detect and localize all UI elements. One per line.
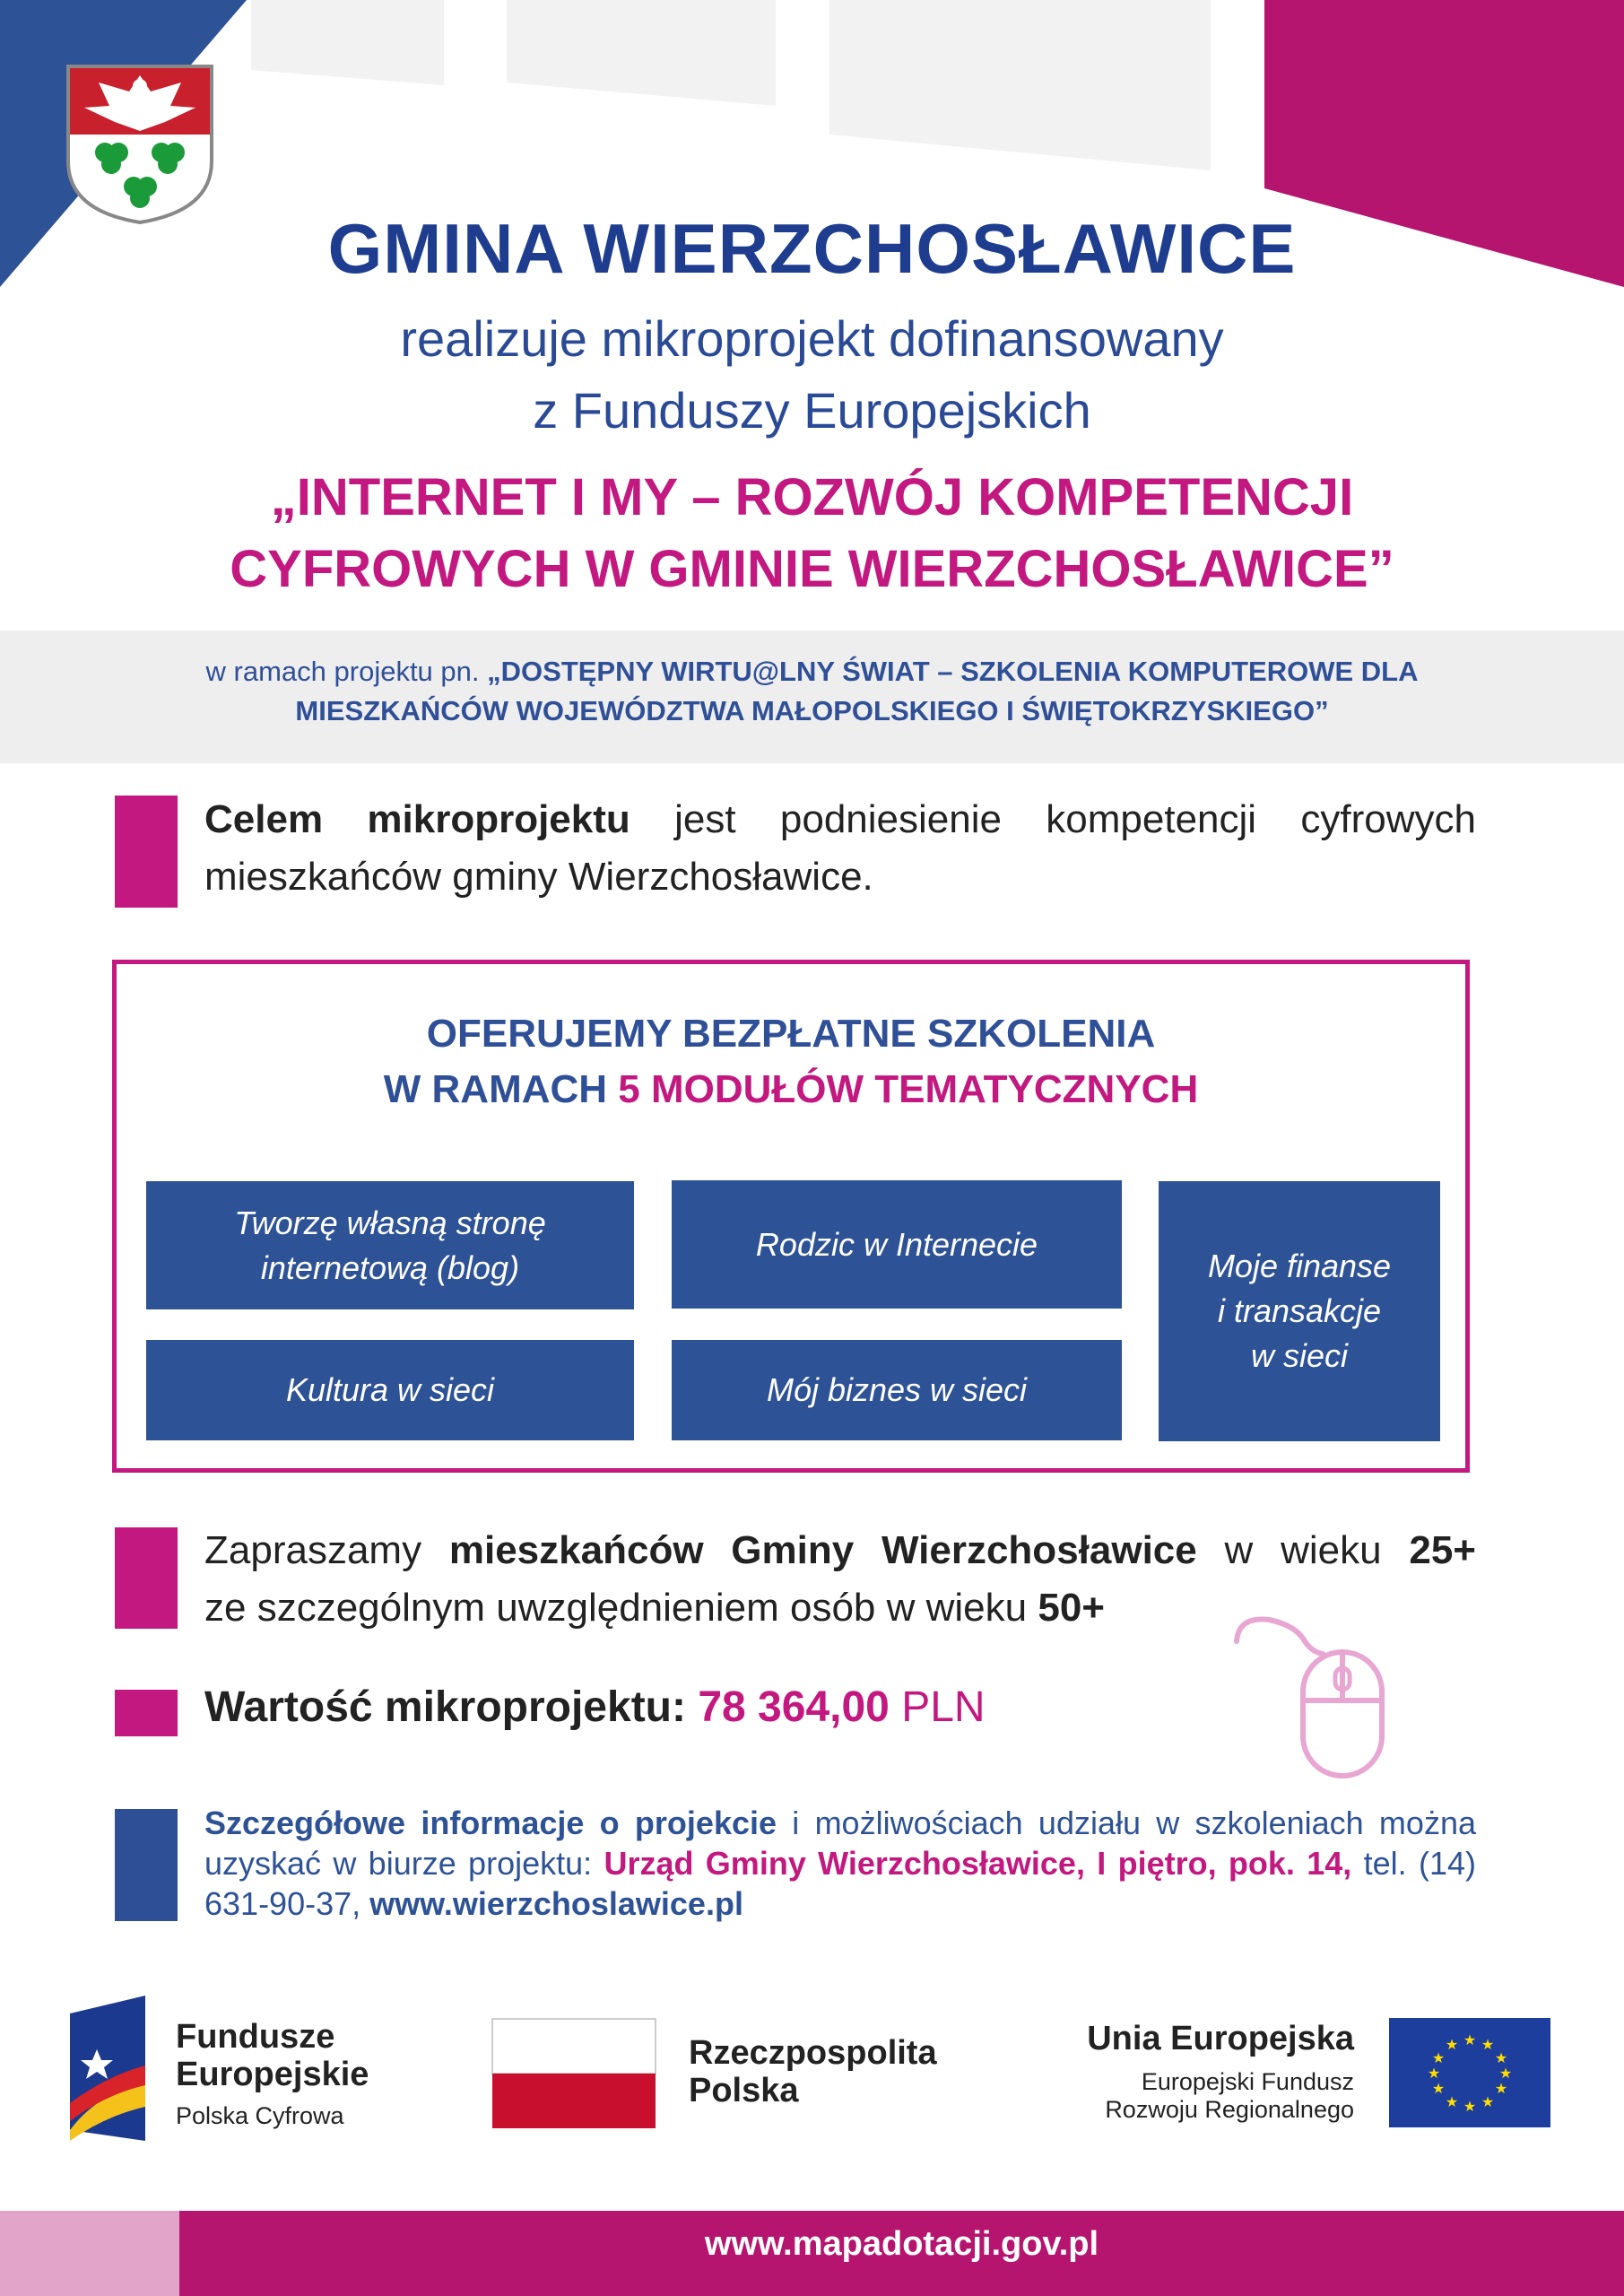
goal-text: jest podniesienie kompetencji cyfrowych mieszkańców gminy Wierzchosławice. [204,797,1476,899]
program-name-1: „DOSTĘPNY WIRTU@LNY ŚWIAT – SZKOLENIA KOMPUTEROWE DLA [487,656,1419,687]
fe-line-2: Europejskie [176,2056,369,2093]
svg-text:★: ★ [1481,2036,1495,2053]
offer-heading-line-1: OFERUJEMY BEZPŁATNE SZKOLENIA [426,1012,1156,1056]
rp-line-2: Polska [689,2072,799,2109]
goal-paragraph [204,791,1476,906]
fe-sub: Polska Cyfrowa [176,2102,344,2129]
project-name [0,462,1624,605]
invite-bold-2: 25+ [1409,1528,1476,1572]
svg-text:★: ★ [1445,2036,1459,2053]
offer-heading-highlight: 5 MODUŁÓW TEMATYCZNYCH [618,1067,1199,1111]
info-address: Urząd Gminy Wierzchosławice, I piętro, pok. 14, [604,1845,1352,1882]
fundusze-europejskie-logo-icon [70,1996,145,2141]
footer-link[interactable]: www.mapadotacji.gov.pl [704,2225,1099,2263]
invite-line-1 [204,1522,1476,1579]
svg-text:★: ★ [1431,2080,1446,2097]
coat-of-arms-logo [65,63,215,226]
polish-flag-icon [491,2018,656,2129]
svg-text:★: ★ [1427,2065,1441,2082]
value-currency: PLN [901,1683,986,1731]
value-label: Wartość mikroprojektu: [204,1683,686,1731]
svg-text:★: ★ [1445,2093,1459,2110]
module-blog [146,1181,634,1309]
eu-flag-icon [1389,2018,1550,2127]
info-bold: Szczegółowe informacje o projekcie [204,1805,777,1841]
rzeczpospolita-text [689,2034,937,2109]
invite-bold-3: 50+ [1038,1586,1105,1630]
info-paragraph [204,1803,1476,1924]
subtitle-line-2: z Funduszy Europejskich [533,382,1091,439]
footer-accent [0,2211,179,2296]
svg-text:★: ★ [1494,2049,1508,2066]
section-marker [115,1809,178,1921]
value-amount: 78 364,00 [698,1683,890,1731]
subtitle-line-1: realizuje mikroprojekt dofinansowany [400,310,1224,367]
ue-sub-1: Europejski Fundusz [1141,2068,1354,2095]
program-line-2 [108,691,1516,731]
invite-text-3: ze szczególnym uwzględnieniem osób w wieku [204,1586,1028,1630]
gray-stripe-1 [251,0,444,85]
module-business [672,1340,1122,1440]
svg-text:★: ★ [1481,2093,1495,2110]
fe-line-1: Fundusze [176,2018,335,2056]
module-label: Moje finanse i transakcje w sieci [1207,1248,1392,1374]
project-value [204,1683,986,1732]
module-label: Mój biznes w sieci [766,1371,1028,1408]
program-line-1 [108,652,1516,691]
invite-text-2: w wieku [1224,1528,1382,1572]
offer-heading-line-2 [112,1062,1470,1118]
svg-text:★: ★ [1494,2080,1508,2097]
page-subtitle [0,303,1624,447]
info-phone: tel. (14) 631-90-37, [204,1845,1476,1922]
invite-text-1: Zapraszamy [204,1528,422,1572]
info-website-link[interactable]: www.wierzchoslawice.pl [369,1885,743,1922]
invite-bold-1: mieszkańców Gminy Wierzchosławice [448,1528,1197,1572]
svg-text:★: ★ [1463,2031,1477,2048]
module-parent [672,1180,1122,1309]
svg-text:★: ★ [1463,2098,1477,2115]
project-name-line-2: CYFROWYCH W GMINIE WIERZCHOSŁAWICE” [230,540,1394,598]
goal-bold: Celem mikroprojektu [204,797,630,841]
rp-line-1: Rzeczpospolita [689,2034,937,2072]
module-culture [146,1340,634,1440]
module-label: Kultura w sieci [285,1371,495,1408]
module-finance [1159,1181,1440,1441]
program-prefix: w ramach projektu pn. [205,656,480,687]
svg-text:★: ★ [1498,2065,1513,2082]
section-marker [115,1690,178,1736]
gray-stripe-3 [829,0,1211,170]
info-text-1: i możliwościach udziału w szkoleniach można uzyskać w biurze projektu: [204,1805,1476,1882]
section-marker [115,1527,178,1629]
offer-heading [112,1006,1470,1118]
module-label: Rodzic w Internecie [755,1225,1038,1263]
gray-stripe-2 [507,0,776,106]
computer-mouse-icon [1233,1614,1412,1785]
ue-title: Unia Europejska [1087,2020,1354,2057]
fundusze-europejskie-text [176,2018,369,2130]
section-marker [115,796,178,908]
program-text [108,652,1516,731]
module-label: Tworzę własną stronę internetową (blog) [234,1204,546,1286]
offer-heading-prefix: W RAMACH [383,1067,608,1111]
svg-text:★: ★ [1431,2049,1446,2066]
program-name-2: MIESZKAŃCÓW WOJEWÓDZTWA MAŁOPOLSKIEGO I ŚWIĘTOKRZYSKIEGO” [295,695,1329,726]
ue-sub-2: Rozwoju Regionalnego [1105,2096,1354,2123]
project-name-line-1: „INTERNET I MY – ROZWÓJ KOMPETENCJI [270,468,1354,526]
page-title: GMINA WIERZCHOSŁAWICE [327,209,1297,288]
eu-text [986,2020,1354,2124]
